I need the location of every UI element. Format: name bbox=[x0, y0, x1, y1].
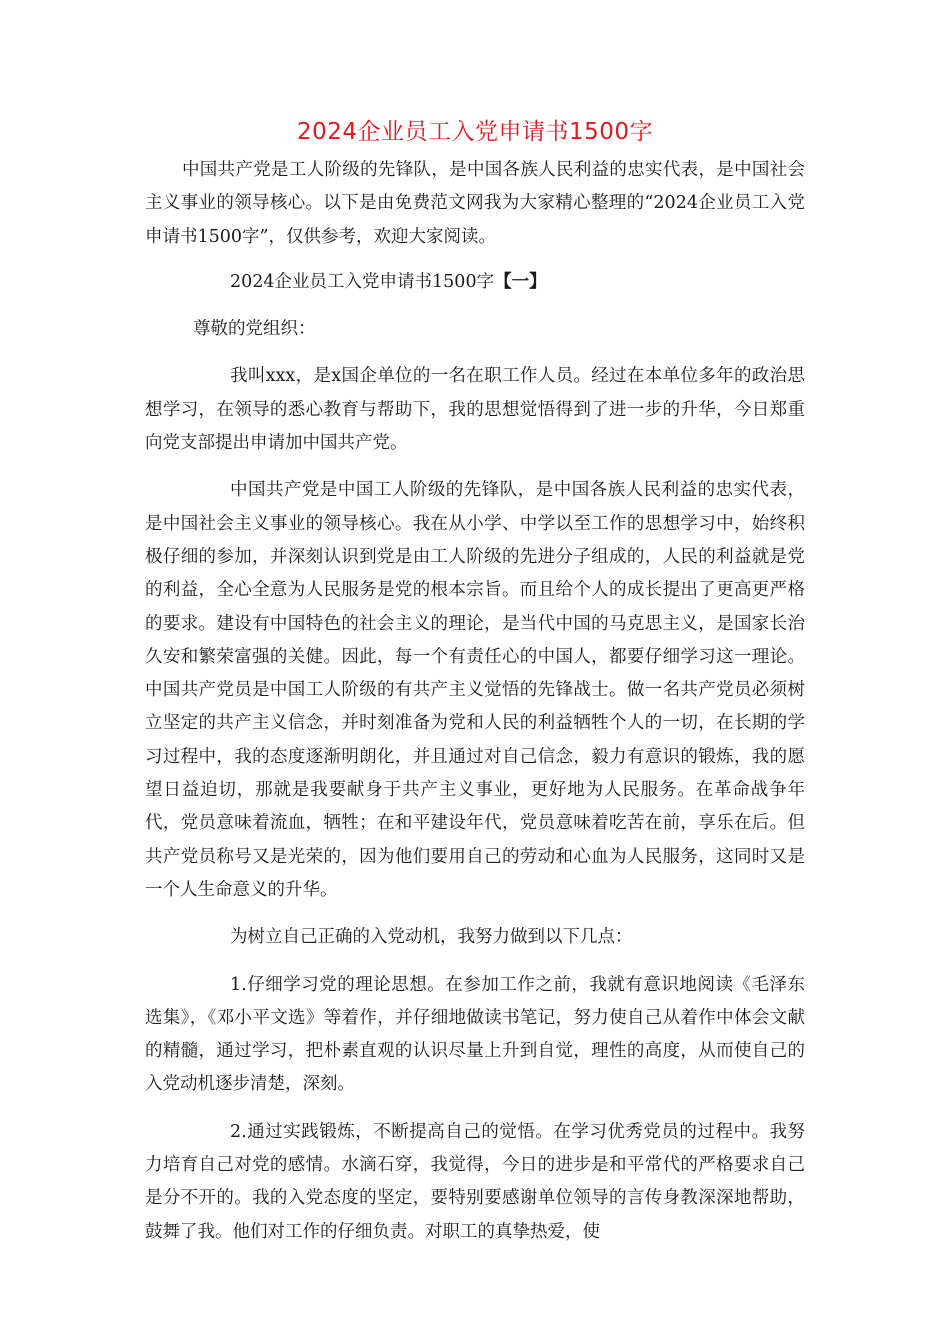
list-item-2: 2.通过实践锻炼，不断提高自己的觉悟。在学习优秀党员的过程中。我努力培育自己对党的感情。水滴石穿，我觉得，今日的进步是和平常代的严格要求自己是分不开的。我的入党态度的坚定，要特别要感谢单位领导的言传身教深深地帮助，鼓舞了我。他们对工作的仔细负责。对职工的真挚热爱，使 bbox=[145, 1121, 805, 1242]
salutation: 尊敬的党组织： bbox=[193, 319, 316, 340]
body-paragraph-1: 我叫xxx，是x国企单位的一名在职工作人员。经过在本单位多年的政治思想学习，在领导的悉心教育与帮助下，我的思想觉悟得到了进一步的升华，今日郑重向党支部提出申请加中国共产党。 bbox=[145, 366, 805, 454]
list-item-1: 1.仔细学习党的理论思想。在参加工作之前，我就有意识地阅读《毛泽东选集》，《邓小平文选》等着作，并仔细地做读书笔记，努力使自己从着作中体会文献的精髓，通过学习，把朴素直观的认识尽量上升到自觉，理性的高度，从而使自己的入党动机逐步清楚，深刻。 bbox=[145, 974, 805, 1095]
intro-paragraph: 中国共产党是工人阶级的先锋队，是中国各族人民利益的忠实代表，是中国社会主义事业的领导核心。以下是由免费范文网我为大家精心整理的“2024企业员工入党申请书1500字”，仅供参考，欢迎大家阅读。 bbox=[145, 160, 805, 247]
section-heading bbox=[145, 266, 805, 299]
document-title: 2024企业员工入党申请书1500字 bbox=[296, 119, 654, 145]
section-heading-text: 2024企业员工入党申请书1500字 bbox=[230, 271, 495, 292]
body-paragraph-2: 中国共产党是中国工人阶级的先锋队，是中国各族人民利益的忠实代表，是中国社会主义事业的领导核心。我在从小学、中学以至工作的思想学习中，始终积极仔细的参加，并深刻认识到党是由工人阶级的先进分子组成的，人民的利益就是党的利益，全心全意为人民服务是党的根本宗旨。而且给个人的成长提出了更高更严格的要求。建设有中国特色的社会主义的理论，是当代中国的马克思主义，是国家长治久安和繁荣富强的关健。因此，每一个有责任心的中国人，都要仔细学习这一理论。中国共产党员是中国工人阶级的有共产主义觉悟的先锋战士。做一名共产党员必须树立坚定的共产主义信念，并时刻准备为党和人民的利益牺牲个人的一切，在长期的学习过程中，我的态度逐渐明朗化，并且通过对自己信念，毅力有意识的锻炼，我的愿望日益迫切，那就是我要献身于共产主义事业，更好地为人民服务。在革命战争年代，党员意味着流血，牺牲；在和平建设年代，党员意味着吃苦在前，享乐在后。但共产党员称号又是光荣的，因为他们要用自己的劳动和心血为人民服务，这同时又是一个人生命意义的升华。 bbox=[145, 480, 805, 900]
section-heading-number: 【一】 bbox=[494, 271, 547, 292]
body-paragraph-3: 为树立自己正确的入党动机，我努力做到以下几点： bbox=[230, 927, 633, 948]
